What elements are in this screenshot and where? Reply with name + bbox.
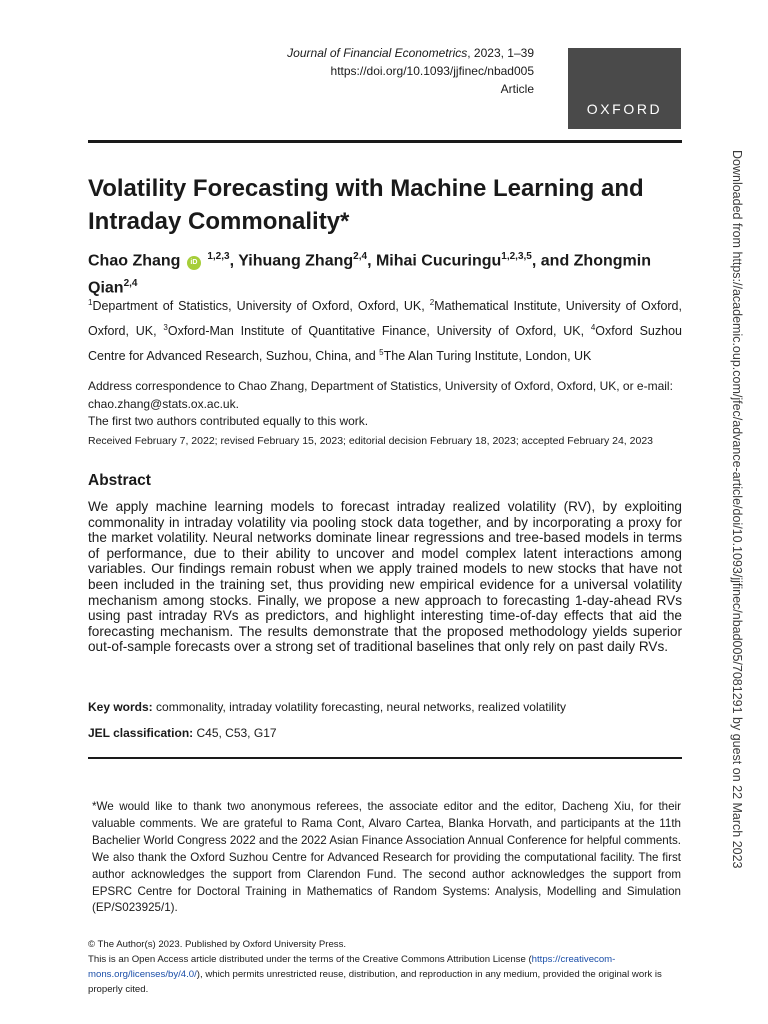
- author-2[interactable]: , Yihuang Zhang: [229, 252, 354, 270]
- acknowledgement-footnote: *We would like to thank two anonymous referees, the associate editor and the editor, Dacheng Xiu, for their valuable comments. We are grateful to Rama Cont, Alvaro Cartea, Blanka Horvath, and participants at the 11th Bachelier World Congress 2022 and the 2022 Asian Finance Association Annual Conference for helpful comments. We also thank the Oxford Suzhou Centre for Advanced Research for providing the computational facility. The first author acknowledges the support from Clarendon Fund. The second author acknowledges the support from EPSRC Centre for Doctoral Training in Mathematics of Random Systems: Analysis, Modelling and Simulation (EP/S023925/1).: [92, 800, 681, 915]
- journal-info: [287, 44, 534, 98]
- affiliation: Department of Statistics, University of Oxford, Oxford, UK,: [92, 299, 430, 314]
- license-link[interactable]: https://creativecommons.org/licenses/by/4.0/: [88, 954, 616, 980]
- doi-link[interactable]: https://doi.org/10.1093/jjfinec/nbad005: [330, 64, 534, 78]
- affiliation: The Alan Turing Institute, London, UK: [383, 349, 592, 364]
- affiliation: Mathematical Institute, University of Oxford, Oxford, UK,: [88, 299, 682, 339]
- author-4[interactable]: , and Zhongmin Qian: [88, 252, 651, 297]
- copyright-line: © The Author(s) 2023. Published by Oxford University Press.: [88, 939, 347, 950]
- article-type: Article: [500, 82, 534, 96]
- keywords: [88, 699, 682, 716]
- equal-contribution-note: The first two authors contributed equally to this work.: [88, 414, 369, 428]
- author-4-affil: 2,4: [123, 278, 138, 290]
- license-text-end: ), which permits unrestricted reuse, distribution, and reproduction in any medium, provided the original work is properly cited.: [88, 969, 662, 995]
- correspondence-block: [88, 378, 682, 431]
- affil-number: 1: [88, 298, 93, 307]
- journal-name: Journal of Financial Econometrics: [287, 46, 468, 60]
- affiliations: [88, 292, 682, 367]
- abstract-heading: Abstract: [88, 472, 151, 489]
- journal-citation: [287, 44, 534, 62]
- jel-classification: [88, 725, 682, 742]
- journal-year-pages: , 2023, 1–39: [467, 46, 534, 60]
- download-watermark-text: Downloaded from https://academic.oup.com/jfec/advance-article/doi/10.1093/jjfinec/nbad005/7081291 by guest on 22 March 2023: [730, 150, 744, 869]
- license-text-start: This is an Open Access article distributed under the terms of the Creative Commons Attribution License (: [88, 954, 532, 965]
- abstract-text: We apply machine learning models to forecast intraday realized volatility (RV), by exploiting commonality in intraday volatility via pooling stock data together, and by incorporating a proxy for the market volatility. Neural networks dominate linear regressions and tree-based models in terms of performance, due to their ability to uncover and model complex latent interactions among variables. Our findings remain robust when we apply trained models to new stocks that have not been included in the training set, thus providing new empirical evidence for a universal volatility mechanism among stocks. Finally, we propose a new approach to forecasting 1-day-ahead RVs using past intraday RVs as predictors, and highlight interesting time-of-day effects that aid the forecasting mechanism. The results demonstrate that the proposed methodology yields superior out-of-sample forecasts over a strong set of traditional baselines that only rely on past daily RVs.: [88, 499, 682, 655]
- oxford-logo[interactable]: OXFORD: [568, 48, 681, 129]
- author-3-affil: 1,2,3,5: [501, 251, 532, 262]
- affil-number: 5: [379, 348, 384, 358]
- author-1[interactable]: Chao Zhang: [88, 252, 181, 270]
- header-divider: [88, 140, 682, 143]
- affiliation: Oxford-Man Institute of Quantitative Finance, University of Oxford, UK,: [167, 324, 591, 339]
- paper-title: Volatility Forecasting with Machine Learning and Intraday Commonality*: [88, 175, 644, 235]
- abstract-divider: [88, 757, 682, 759]
- affil-number: 2: [429, 298, 435, 307]
- license-block: [88, 937, 682, 997]
- author-2-affil: 2,4: [353, 251, 368, 262]
- correspondence-note: Address correspondence to Chao Zhang, Department of Statistics, University of Oxford, Oxford, UK, or e-mail: chao.zhang@stats.ox.ac.uk.: [88, 379, 673, 411]
- received-dates: Received February 7, 2022; revised February 15, 2023; editorial decision February 18, 2023; accepted February 24, 2023: [88, 435, 654, 447]
- keywords-value: commonality, intraday volatility forecasting, neural networks, realized volatility: [152, 700, 566, 714]
- affil-number: 4: [590, 323, 596, 333]
- keywords-label: Key words:: [88, 700, 153, 714]
- affiliation: Oxford Suzhou Centre for Advanced Research, Suzhou, China, and: [88, 324, 682, 364]
- license-text: [88, 952, 682, 997]
- jel-label: JEL classification:: [88, 726, 194, 740]
- download-watermark: [728, 150, 750, 870]
- author-1-affil: 1,2,3: [207, 251, 230, 262]
- orcid-icon[interactable]: iD: [187, 256, 201, 270]
- affil-number: 3: [163, 323, 168, 333]
- author-3[interactable]: , Mihai Cucuringu: [367, 252, 502, 270]
- jel-value: C45, C53, G17: [193, 726, 277, 740]
